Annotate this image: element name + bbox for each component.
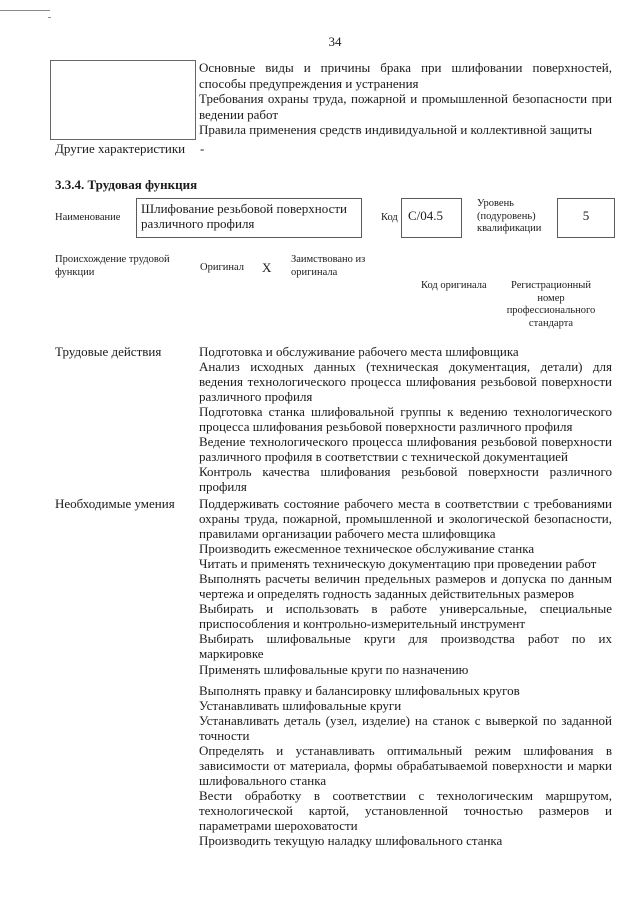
labor-actions-label: Трудовые действия (55, 344, 162, 359)
skill-line: маркировке (199, 646, 264, 661)
other-characteristics-label: Другие характеристики (55, 141, 186, 156)
skills-label: Необходимые умения (55, 496, 175, 511)
skill-item (199, 833, 612, 848)
labor-action-line: различного профиля в соответствии с технической документацией (199, 449, 569, 464)
code-label: Код (381, 212, 398, 223)
labor-actions-list (199, 344, 612, 494)
level-value: 5 (582, 208, 590, 223)
code-value-box (401, 198, 462, 238)
skill-line: точности (199, 728, 250, 743)
skill-line: Поддерживать состояние рабочего места в соответствии с требованиями (199, 496, 612, 511)
skill-item (199, 541, 612, 556)
skill-line: приспособления и контрольно-измерительный инструмент (199, 616, 526, 631)
name-value: Шлифование резьбовой поверхности различного профиля (141, 201, 347, 231)
labor-action-line: Контроль качества шлифования резьбовой поверхности различного (199, 464, 612, 479)
skill-line: Применять шлифовальные круги по назначению (199, 662, 469, 677)
skill-line: шлифовального станка (199, 773, 327, 788)
name-label: Наименование (55, 212, 121, 223)
labor-action-item (199, 344, 612, 359)
knowledge-line: Основные виды и причины брака при шлифовании поверхностей, (199, 60, 612, 75)
skill-item (199, 788, 612, 833)
skill-item (199, 743, 612, 788)
knowledge-line: Правила применения средств индивидуальной и коллективной защиты (199, 122, 593, 137)
skill-line: охраны труда, пожарной, промышленной и экологической безопасности, (199, 511, 612, 526)
knowledge-item (199, 122, 612, 138)
level-label: Уровень (подуровень) квалификации (477, 198, 542, 234)
skill-line: Выполнять расчеты величин предельных размеров и допуска по данным (199, 571, 612, 586)
labor-action-line: Ведение технологического процесса шлифования резьбовой поверхности (199, 434, 612, 449)
code-value: С/04.5 (408, 208, 444, 223)
skill-item (199, 713, 612, 743)
name-value-box (136, 198, 362, 238)
skill-line: зависимости от материала, формы обрабатываемой поверхности и марки (199, 758, 612, 773)
skill-item (199, 662, 612, 677)
labor-action-line: процесса шлифования резьбовой поверхности различного профиля (199, 419, 573, 434)
knowledge-item (199, 91, 612, 122)
original-code-label: Код оригинала (421, 280, 487, 291)
origin-label: Происхождение трудовой функции (55, 254, 170, 278)
skill-line: правилами организации рабочего места шлифовщика (199, 526, 496, 541)
labor-action-line: различного профиля (199, 389, 313, 404)
labor-action-line: ведения технологического процесса шлифования резьбовой поверхности (199, 374, 612, 389)
knowledge-line: Требования охраны труда, пожарной и промышленной безопасности при (199, 91, 612, 106)
skill-item (199, 601, 612, 631)
scan-mark-line (0, 10, 50, 11)
level-value-box (557, 198, 615, 238)
skill-line: Выбирать шлифовальные круги для производства работ по их (199, 631, 612, 646)
other-characteristics-value: - (200, 141, 205, 156)
skill-line: Выбирать и использовать в работе универсальные, специальные (199, 601, 612, 616)
skill-line: технологической картой, установленной точностью размеров и (199, 803, 612, 818)
skill-line: Вести обработку в соответствии с технологическим маршрутом, (199, 788, 612, 803)
skill-line: Выполнять правку и балансировку шлифовальных кругов (199, 683, 520, 698)
labor-action-line: Подготовка станка шлифовальной группы к ведению технологического (199, 404, 612, 419)
skill-item (199, 571, 612, 601)
section-title: 3.3.4. Трудовая функция (55, 177, 198, 192)
knowledge-list (199, 60, 612, 138)
skill-line: Определять и устанавливать оптимальный режим шлифования в (199, 743, 612, 758)
registration-number-label: Регистрационный номер профессионального стандарта (506, 280, 596, 330)
knowledge-line: способы предупреждения и устранения (199, 75, 419, 91)
skill-line: Производить текущую наладку шлифовального станка (199, 833, 503, 848)
skills-list (199, 496, 612, 848)
original-mark: X (262, 260, 272, 275)
labor-action-item (199, 434, 612, 464)
borrowed-label: Заимствовано из оригинала (291, 254, 366, 278)
skill-line: Устанавливать деталь (узел, изделие) на станок с выверкой по заданной (199, 713, 612, 728)
skill-item (199, 631, 612, 661)
labor-action-item (199, 404, 612, 434)
labor-action-line: профиля (199, 479, 247, 494)
empty-left-cell (50, 60, 196, 140)
page-number: 34 (328, 34, 342, 49)
labor-action-line: Подготовка и обслуживание рабочего места шлифовщика (199, 344, 519, 359)
scan-mark-dot (48, 17, 51, 18)
skill-item (199, 556, 612, 571)
original-label: Оригинал (200, 262, 244, 273)
labor-action-item (199, 359, 612, 404)
skill-item (199, 496, 612, 541)
knowledge-item (199, 60, 612, 91)
skill-line: Устанавливать шлифовальные круги (199, 698, 402, 713)
skill-item (199, 683, 612, 698)
skill-line: параметрами шероховатости (199, 818, 358, 833)
skill-item (199, 698, 612, 713)
knowledge-line: ведении работ (199, 106, 279, 122)
skill-line: Производить ежесменное техническое обслуживание станка (199, 541, 535, 556)
skill-line: чертежа и определять годность заданных действительных размеров (199, 586, 574, 601)
skill-line: Читать и применять техническую документацию при проведении работ (199, 556, 597, 571)
labor-action-line: Анализ исходных данных (техническая документация, детали) для (199, 359, 612, 374)
labor-action-item (199, 464, 612, 494)
